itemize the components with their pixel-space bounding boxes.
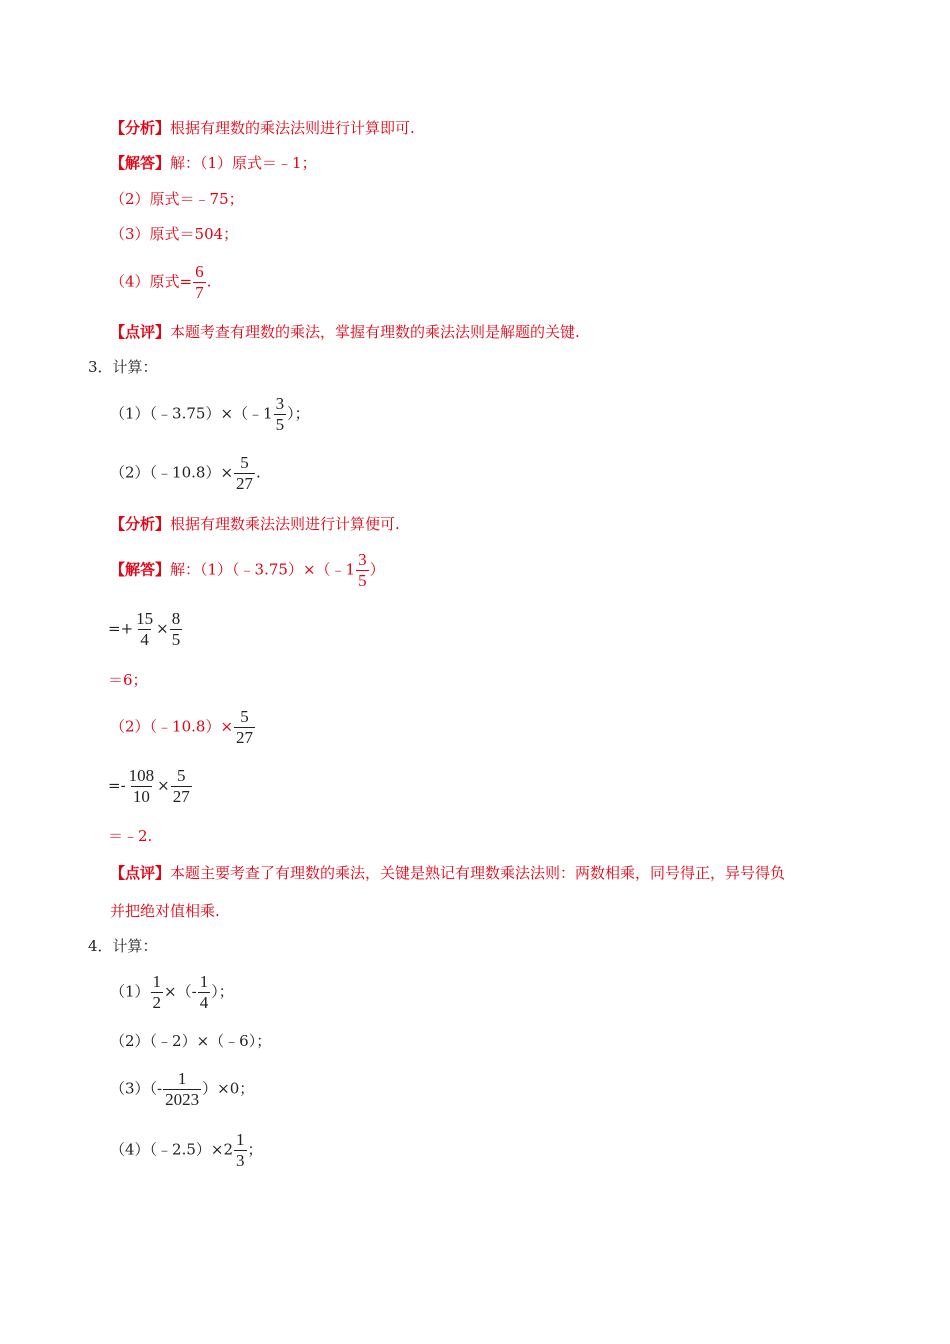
- q3-part2-prefix: （2）（﹣10.8）×: [110, 463, 234, 482]
- step3-prefix: （2）（﹣10.8）×: [110, 717, 234, 736]
- q3-step5: ＝﹣2.: [108, 827, 153, 845]
- q4-part4-suffix: ；: [247, 1140, 263, 1159]
- numerator: 1: [236, 1130, 245, 1149]
- answer-tag: 【解答】: [110, 560, 171, 579]
- fraction: [356, 550, 369, 591]
- denominator: 5: [275, 415, 285, 434]
- q4-part3-suffix: ）×0；: [202, 1079, 255, 1098]
- denominator: 27: [172, 787, 190, 806]
- line4-prefix: （4）原式=: [110, 272, 193, 291]
- denominator: 2023: [165, 1090, 200, 1109]
- answer-text: 解：（1）原式＝﹣1；: [170, 154, 317, 172]
- q4-part1: [110, 972, 234, 1013]
- q3-part1: [110, 394, 310, 435]
- fraction: [170, 609, 183, 650]
- comment-tag: 【点评】: [110, 864, 171, 882]
- q3-answer: [110, 550, 385, 591]
- q4-part3: [110, 1069, 254, 1110]
- numerator: 5: [240, 453, 249, 472]
- q3-part2-suffix: .: [256, 463, 261, 482]
- times-sign: ×: [156, 619, 169, 638]
- q3-step4: [108, 766, 193, 807]
- sol2-analysis: [110, 118, 415, 138]
- q3-analysis: [110, 514, 400, 534]
- sol2-answer-line2: （2）原式＝﹣75；: [110, 190, 244, 208]
- denominator: 5: [171, 630, 181, 649]
- numerator: 8: [171, 609, 181, 628]
- comment-tag: 【点评】: [110, 323, 171, 341]
- denominator: 27: [236, 728, 254, 747]
- denominator: 4: [140, 630, 149, 649]
- denominator: 10: [132, 787, 150, 806]
- q4-part2: （2）（﹣2）×（﹣6）；: [110, 1032, 272, 1050]
- q4-part4-prefix: （4）（﹣2.5）×2: [110, 1140, 234, 1159]
- fraction: [234, 453, 255, 494]
- fraction: [234, 1130, 247, 1171]
- comment-text: 本题主要考查了有理数的乘法，关键是熟记有理数乘法法则：两数相乘，同号得正，异号得负: [170, 864, 786, 882]
- denominator: 27: [236, 474, 254, 493]
- numerator: 1: [199, 972, 209, 991]
- numerator: 5: [240, 707, 249, 726]
- q3-part1-suffix: ）；: [287, 404, 310, 423]
- analysis-tag: 【分析】: [110, 515, 171, 533]
- q3-comment-line2: 并把绝对值相乘.: [110, 902, 220, 920]
- analysis-text: 根据有理数乘法法则进行计算便可.: [170, 515, 400, 533]
- q3-step2: ＝6；: [108, 671, 148, 689]
- q4-part1-suffix: ）；: [211, 982, 234, 1001]
- q4-part3-prefix: （3）（-: [110, 1079, 163, 1098]
- q4-part1-mid: ×（-: [164, 982, 197, 1001]
- answer-suffix: ）: [369, 560, 385, 579]
- fraction: [193, 262, 206, 303]
- numerator: 6: [195, 262, 204, 281]
- denominator: 2: [152, 993, 162, 1012]
- analysis-tag: 【分析】: [110, 119, 171, 137]
- fraction: [274, 394, 287, 435]
- sol2-answer-line4: [110, 262, 211, 303]
- sol2-answer-line1: [110, 153, 317, 173]
- q4-part4: [110, 1130, 263, 1171]
- q3-step1: [108, 609, 183, 650]
- sol2-answer-line3: （3）原式＝504；: [110, 225, 239, 243]
- fraction: [134, 609, 155, 650]
- q3-step3: [110, 707, 256, 748]
- step1-prefix: =+: [108, 619, 134, 638]
- numerator: 3: [358, 550, 367, 569]
- line4-suffix: .: [206, 272, 212, 291]
- fraction: [163, 1069, 201, 1110]
- fraction: [151, 972, 164, 1013]
- step4-prefix: =-: [108, 776, 126, 795]
- numerator: 3: [275, 394, 285, 413]
- numerator: 1: [177, 1069, 187, 1088]
- q3-part2: [110, 453, 261, 494]
- numerator: 15: [136, 609, 154, 628]
- q4-heading: 4．计算：: [88, 937, 158, 955]
- q4-part1-prefix: （1）: [110, 982, 150, 1001]
- denominator: 4: [199, 993, 209, 1012]
- fraction: [198, 972, 211, 1013]
- q3-comment-line1: [110, 863, 785, 883]
- numerator: 5: [176, 766, 186, 785]
- answer-prefix: 解：（1）（﹣3.75）×（﹣1: [170, 560, 356, 579]
- fraction: [234, 707, 255, 748]
- denominator: 5: [358, 571, 367, 590]
- fraction: [171, 766, 192, 807]
- fraction: [127, 766, 157, 807]
- denominator: 7: [195, 283, 204, 302]
- analysis-text: 根据有理数的乘法法则进行计算即可.: [170, 119, 415, 137]
- answer-tag: 【解答】: [110, 154, 171, 172]
- numerator: 1: [152, 972, 162, 991]
- q3-heading: 3．计算：: [88, 358, 158, 376]
- denominator: 3: [236, 1151, 245, 1170]
- comment-text: 本题考查有理数的乘法，掌握有理数的乘法法则是解题的关键.: [170, 323, 580, 341]
- numerator: 108: [128, 766, 155, 785]
- q3-part1-prefix: （1）（﹣3.75）×（﹣1: [110, 404, 273, 423]
- sol2-comment: [110, 322, 580, 342]
- times-sign: ×: [157, 776, 170, 795]
